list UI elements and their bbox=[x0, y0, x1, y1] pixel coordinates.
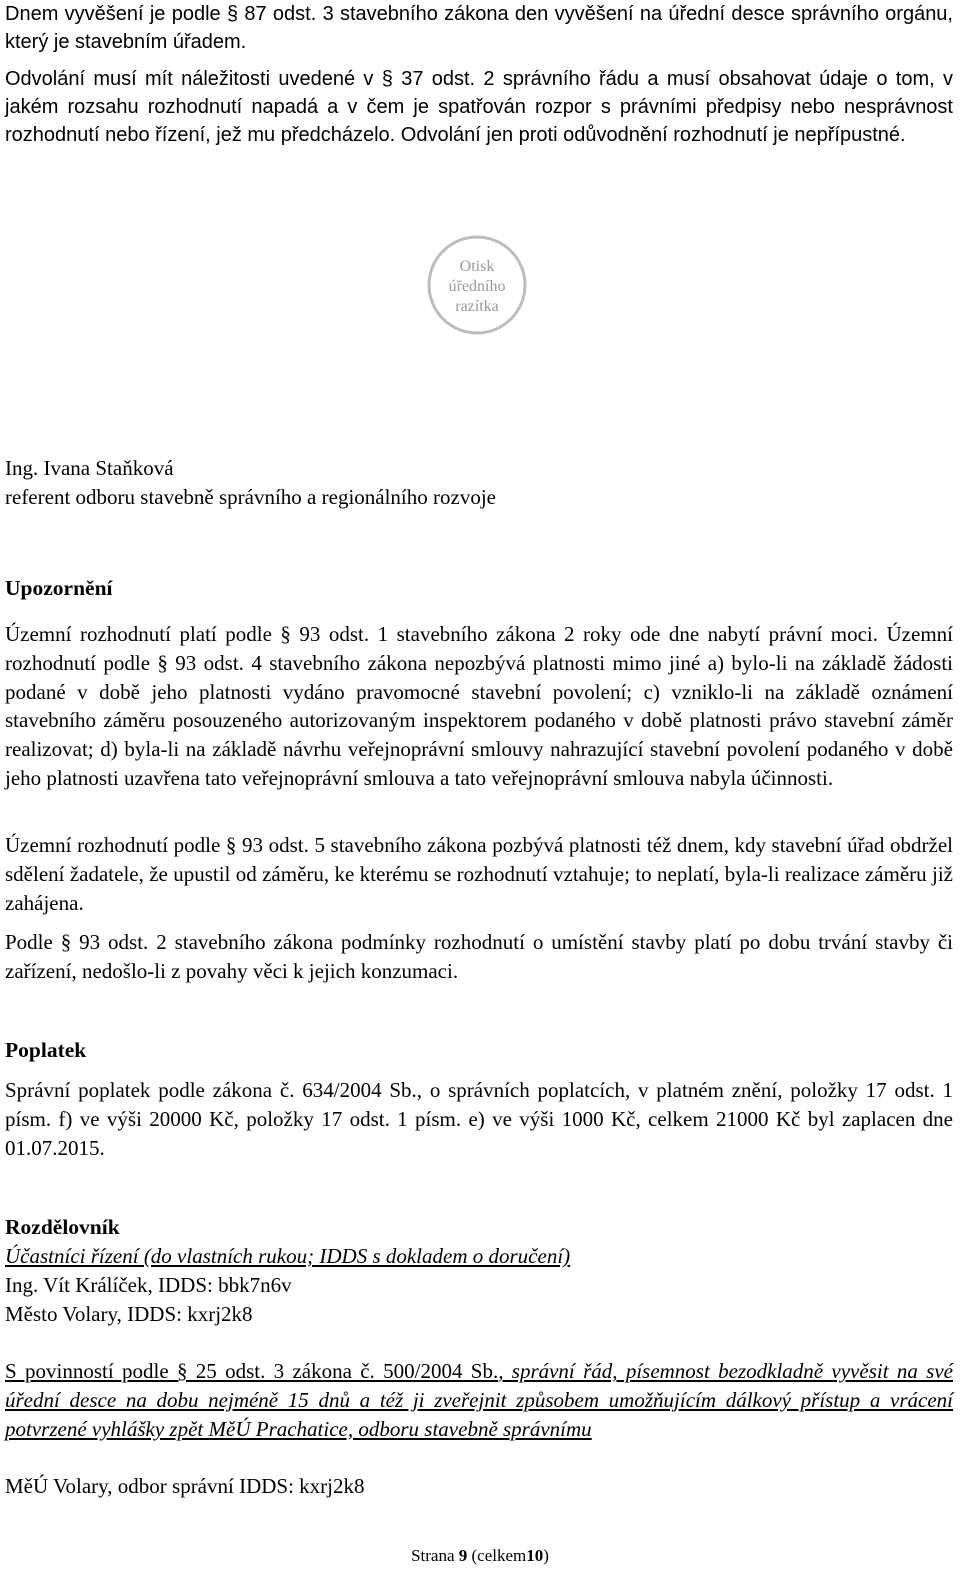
heading-poplatek: Poplatek bbox=[5, 1038, 87, 1062]
footer-suffix: ) bbox=[543, 1546, 549, 1565]
paragraph-odvolani: Odvolání musí mít náležitosti uvedené v § 37 odst. 2 správního řádu a musí obsahovat údaje o tom, v jakém rozsahu rozhodnutí napadá a v čem je spatřován rozpor s právními předpisy nebo nesprávnost rozhodnutí nebo řízení, jež mu předcházelo. Odvolání jen proti odůvodnění rozhodnutí je nepřípustné. bbox=[5, 68, 953, 146]
recipient-kralicek: Ing. Vít Králíček, IDDS: bbk7n6v bbox=[5, 1273, 292, 1297]
stamp-text-2: úředního bbox=[448, 278, 506, 295]
distribution-subheading: Účastníci řízení (do vlastních rukou; IDDS s dokladem o doručení) bbox=[5, 1244, 571, 1268]
stamp-text-1: Otisk bbox=[459, 258, 495, 275]
recipient-mesto-volary: Město Volary, IDDS: kxrj2k8 bbox=[5, 1302, 253, 1326]
paragraph-platnost: Územní rozhodnutí platí podle § 93 odst. 1 stavebního zákona 2 roky ode dne nabytí právní moci. Územní rozhodnutí podle § 93 odst. 4 stavebního zákona nepozbývá platnosti mimo jiné a) bylo-li na základě žádosti podané v době jeho platnosti vydáno pravomocné stavební povolení; c) vzniklo-li na základě oznámení stavebního záměru posouzeného autorizovaným inspektorem podaného v době platnosti právo stavební záměr realizovat; d) byla-li na základě návrhu veřejnoprávní smlouvy nahrazující stavební povolení podaného v době jeho platnosti uzavřena tato veřejnoprávní smlouva a tato veřejnoprávní smlouva nabyla účinnosti. bbox=[5, 622, 953, 790]
notice-lead: S povinností podle § 25 odst. 3 zákona č. 500/2004 Sb. bbox=[5, 1359, 499, 1383]
heading-rozdelovnik: Rozdělovník bbox=[5, 1215, 120, 1239]
paragraph-podminky: Podle § 93 odst. 2 stavebního zákona podmínky rozhodnutí o umístění stavby platí po dobu trvání stavby či zařízení, nedošlo-li z povahy věci k jejich konzumaci. bbox=[5, 930, 953, 983]
page-footer bbox=[0, 1545, 960, 1567]
footer-prefix: Strana bbox=[411, 1546, 455, 1565]
signatory-role: referent odboru stavebně správního a regionálního rozvoje bbox=[5, 485, 496, 509]
recipient-meu-volary: MěÚ Volary, odbor správní IDDS: kxrj2k8 bbox=[5, 1474, 365, 1498]
paragraph-vyveseni: Dnem vyvěšení je podle § 87 odst. 3 stavebního zákona den vyvěšení na úřední desce správního orgánu, který je stavebním úřadem. bbox=[5, 3, 953, 53]
signatory-name: Ing. Ivana Staňková bbox=[5, 456, 174, 480]
notice-rest: , správní řád, písemnost bezodkladně vyvěsit na své úřední desce na dobu nejméně 15 dnů a též ji zveřejnit způsobem umožňujícím dálkový přístup a vrácení potvrzené vyhlášky zpět MěÚ Prachatice, odboru stavebně správnímu bbox=[5, 1359, 953, 1441]
footer-total-pages: 10 bbox=[526, 1546, 544, 1565]
paragraph-vyveseni-povinnost bbox=[5, 1357, 953, 1443]
paragraph-pozbyva: Územní rozhodnutí podle § 93 odst. 5 stavebního zákona pozbývá platnosti též dnem, kdy stavební úřad obdržel sdělení žadatele, že upustil od záměru, ke kterému se rozhodnutí vztahuje; to neplatí, byla-li realizace záměru již zahájena. bbox=[5, 833, 953, 915]
footer-page-number: 9 bbox=[458, 1546, 468, 1565]
footer-middle: (celkem bbox=[471, 1546, 527, 1565]
paragraph-poplatek: Správní poplatek podle zákona č. 634/2004 Sb., o správních poplatcích, v platném znění, položky 17 odst. 1 písm. f) ve výši 20000 Kč, položky 17 odst. 1 písm. e) ve výši 1000 Kč, celkem 21000 Kč byl zaplacen dne 01.07.2015. bbox=[5, 1078, 953, 1160]
official-stamp-placeholder bbox=[427, 235, 527, 335]
stamp-text-3: razítka bbox=[455, 298, 499, 315]
heading-upozorneni: Upozornění bbox=[5, 576, 113, 600]
